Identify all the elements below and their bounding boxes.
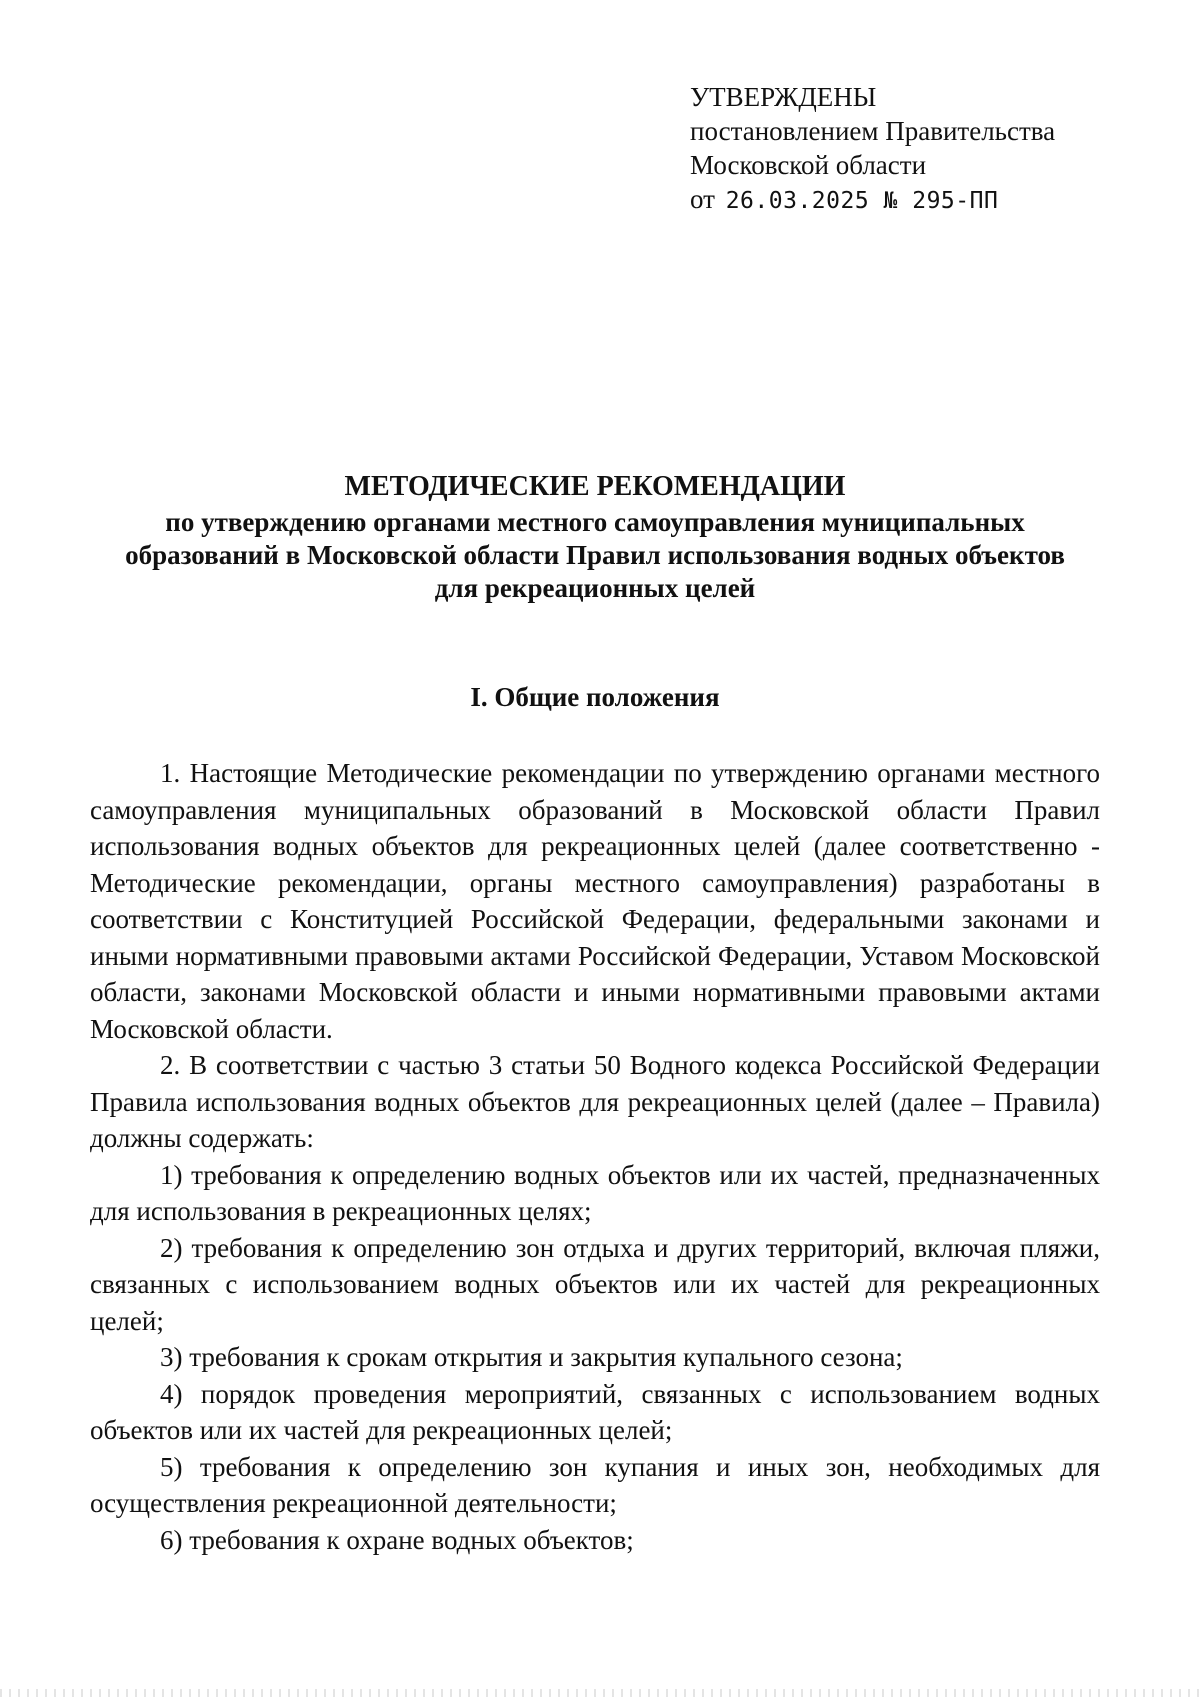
approval-authority: постановлением Правительства (690, 116, 1056, 146)
list-item-4: 4) порядок проведения мероприятий, связанных с использованием водных объектов или их частей для рекреационных целей; (90, 1378, 1100, 1445)
list-item-6: 6) требования к охране водных объектов; (160, 1524, 634, 1555)
scan-edge-dots (0, 1689, 1200, 1697)
title-line-2: по утверждению органами местного самоуправления муниципальных (165, 507, 1025, 537)
title-main: МЕТОДИЧЕСКИЕ РЕКОМЕНДАЦИИ (344, 471, 846, 502)
approval-heading: УТВЕРЖДЕНЫ (690, 82, 877, 112)
list-item-5: 5) требования к определению зон купания и иных зон, необходимых для осуществления рекреационной деятельности; (90, 1451, 1100, 1518)
paragraph-1: 1. Настоящие Методические рекомендации по утверждению органами местного самоуправления муниципальных образований в Московской области Правил использования водных объектов для рекреационных целей (далее соответственно - Методические рекомендации, органы местного самоуправления) разработаны в соответствии с Конституцией Российской Федерации, федеральными законами и иными нормативными правовыми актами Российской Федерации, Уставом Московской области, законами Московской области и иными нормативными правовыми актами Московской области. (90, 758, 1100, 1044)
list-item-2: 2) требования к определению зон отдыха и других территорий, включая пляжи, связанных с использованием водных объектов или их частей для рекреационных целей; (90, 1232, 1100, 1336)
paragraph-2: 2. В соответствии с частью 3 статьи 50 Водного кодекса Российской Федерации Правила использования водных объектов для рекреационных целей (далее – Правила) должны содержать: (90, 1050, 1100, 1153)
list-item-3: 3) требования к срокам открытия и закрытия купального сезона; (160, 1342, 903, 1372)
approval-date-number: 26.03.2025 № 295-ПП (725, 188, 999, 214)
document-title (90, 470, 1100, 605)
section-heading: I. Общие положения (470, 682, 720, 712)
title-line-3: образований в Московской области Правил использования водных объектов (125, 540, 1065, 570)
approval-region: Московской области (690, 150, 927, 180)
approval-date-line (690, 182, 1055, 218)
approval-stamp (690, 80, 1055, 218)
approval-date-prefix: от (690, 184, 715, 214)
list-item-1: 1) требования к определению водных объектов или их частей, предназначенных для использования в рекреационных целях; (90, 1159, 1100, 1226)
title-line-4: для рекреационных целей (434, 573, 756, 603)
document-body (90, 755, 1100, 1558)
